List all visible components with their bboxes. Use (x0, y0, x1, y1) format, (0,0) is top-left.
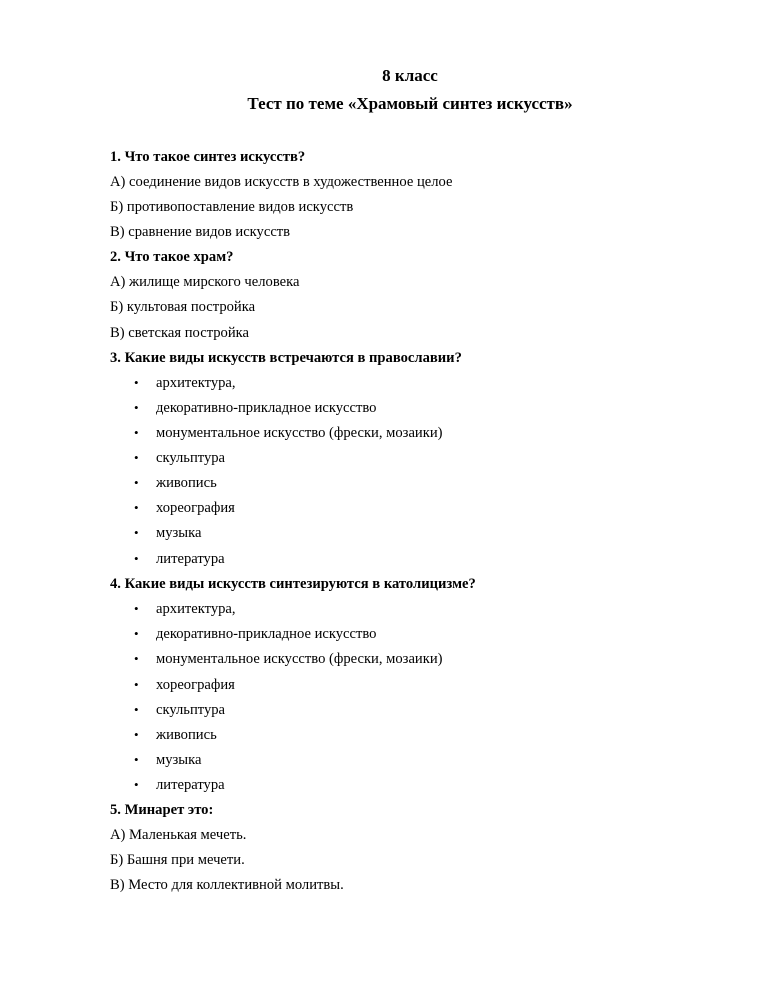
test-title: Тест по теме «Храмовый синтез искусств» (247, 94, 573, 113)
list-item-text: монументальное искусство (фрески, мозаики) (156, 425, 443, 441)
question-5-option-c: В) Место для коллективной молитвы. (110, 877, 344, 893)
list-item-text: живопись (156, 475, 217, 491)
question-1-option-a: А) соединение видов искусств в художественное целое (110, 174, 453, 190)
question-1: 1. Что такое синтез искусств? (110, 149, 306, 165)
bullet-icon: • (134, 525, 139, 540)
list-item-text: монументальное искусство (фрески, мозаики) (156, 651, 443, 667)
bullet-icon: • (134, 475, 139, 490)
bullet-icon: • (134, 450, 139, 465)
list-item (134, 650, 443, 668)
list-item (134, 499, 235, 517)
question-3: 3. Какие виды искусств встречаются в православии? (110, 350, 462, 366)
list-item-text: хореография (156, 677, 235, 693)
question-4: 4. Какие виды искусств синтезируются в католицизме? (110, 576, 476, 592)
question-5-option-b: Б) Башня при мечети. (110, 852, 245, 868)
list-item-text: живопись (156, 727, 217, 743)
list-item (134, 701, 225, 719)
question-2-option-b: Б) культовая постройка (110, 299, 256, 315)
list-item (134, 751, 201, 769)
bullet-icon: • (134, 777, 139, 792)
list-item-text: архитектура, (156, 375, 236, 391)
list-item (134, 424, 443, 442)
list-item-text: декоративно-прикладное искусство (156, 626, 377, 642)
bullet-icon: • (134, 551, 139, 566)
bullet-icon: • (134, 752, 139, 767)
list-item (134, 399, 376, 417)
list-item (134, 449, 225, 467)
question-5-option-a: А) Маленькая мечеть. (110, 827, 247, 843)
list-item-text: скульптура (156, 702, 226, 718)
bullet-icon: • (134, 651, 139, 666)
bullet-icon: • (134, 702, 139, 717)
list-item-text: литература (156, 777, 225, 793)
list-item-text: архитектура, (156, 601, 236, 617)
list-item (134, 676, 235, 694)
list-item (134, 550, 225, 568)
question-1-option-b: Б) противопоставление видов искусств (110, 199, 354, 215)
bullet-icon: • (134, 727, 139, 742)
question-2-option-a: А) жилище мирского человека (110, 274, 300, 290)
list-item-text: декоративно-прикладное искусство (156, 400, 377, 416)
bullet-icon: • (134, 375, 139, 390)
list-item (134, 600, 236, 618)
list-item-text: музыка (156, 525, 202, 541)
bullet-icon: • (134, 500, 139, 515)
list-item (134, 474, 217, 492)
list-item-text: музыка (156, 752, 202, 768)
list-item-text: скульптура (156, 450, 226, 466)
bullet-icon: • (134, 425, 139, 440)
bullet-icon: • (134, 677, 139, 692)
question-5: 5. Минарет это: (110, 802, 214, 818)
bullet-icon: • (134, 626, 139, 641)
list-item (134, 776, 225, 794)
list-item (134, 524, 201, 542)
list-item (134, 625, 376, 643)
question-2: 2. Что такое храм? (110, 249, 234, 265)
question-1-option-c: В) сравнение видов искусств (110, 224, 291, 240)
question-2-option-c: В) светская постройка (110, 325, 249, 341)
list-item-text: хореография (156, 500, 235, 516)
bullet-icon: • (134, 400, 139, 415)
list-item (134, 374, 236, 392)
list-item (134, 726, 217, 744)
grade-heading: 8 класс (382, 66, 438, 85)
list-item-text: литература (156, 551, 225, 567)
bullet-icon: • (134, 601, 139, 616)
